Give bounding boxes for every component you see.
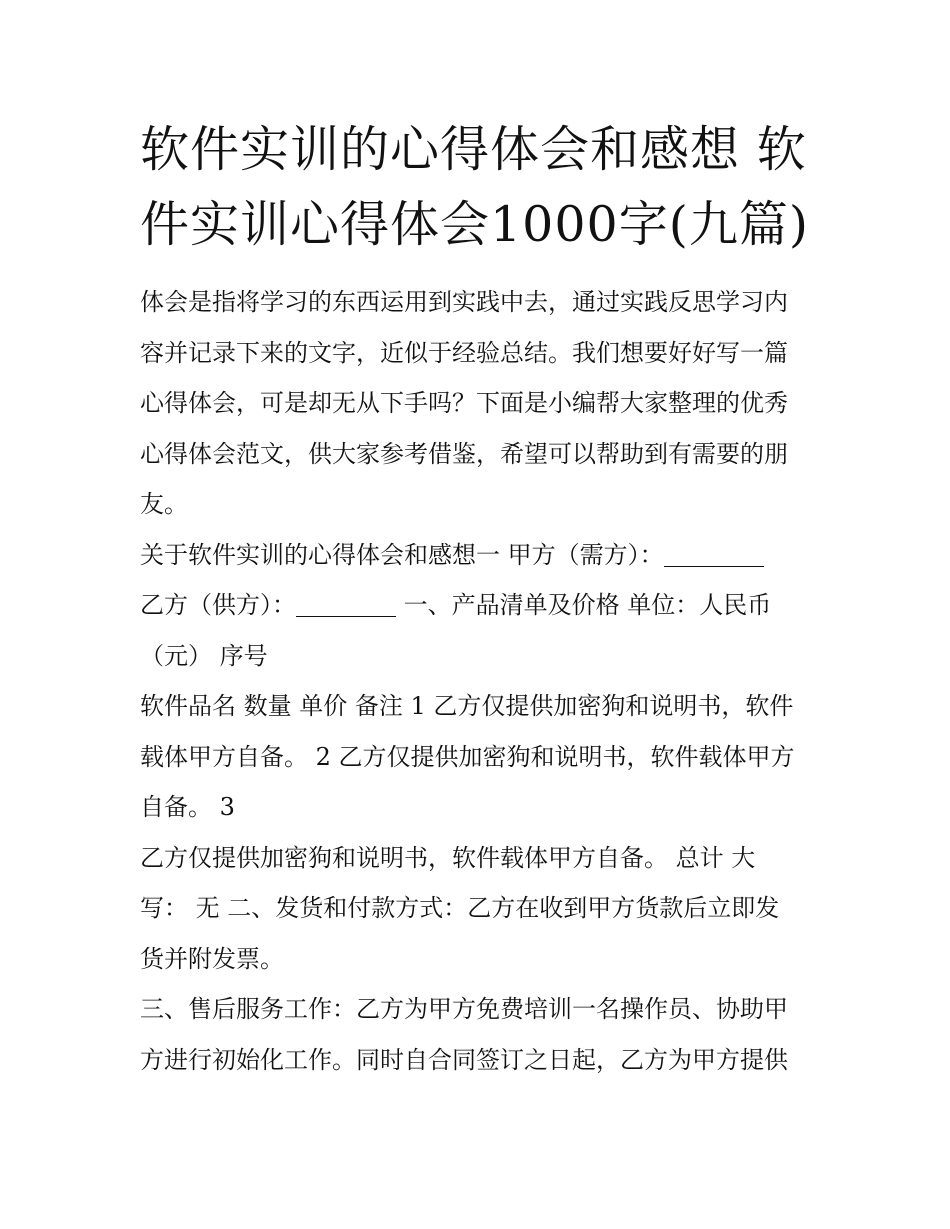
product-items-paragraph <box>140 681 830 833</box>
party-b-label: 乙方（供方）： <box>140 591 296 619</box>
parties-line-2 <box>140 580 830 631</box>
parties-line-3: （元） 序号 <box>140 641 268 670</box>
delivery-line-2: 写： 无 二、发货和付款方式：乙方在收到甲方货款后立即发 <box>140 894 780 922</box>
party-a-blank <box>664 540 764 567</box>
after-sales-line-1: 三、售后服务工作：乙方为甲方免费培训一名操作员、协助甲 <box>140 995 788 1023</box>
intro-paragraph <box>140 277 830 530</box>
intro-line-5: 友。 <box>140 490 188 518</box>
contract-parties-paragraph <box>140 530 830 682</box>
intro-line-4: 心得体会范文，供大家参考借鉴，希望可以帮助到有需要的朋 <box>140 439 788 468</box>
title-line-2: 件实训心得体会1000字(九篇) <box>140 196 809 253</box>
intro-line-3: 心得体会，可是却无从下手吗？下面是小编帮大家整理的优秀 <box>140 389 788 417</box>
after-sales-line-2: 方进行初始化工作。同时自合同签订之日起，乙方为甲方提供 <box>140 1045 788 1074</box>
items-line-2: 载体甲方自备。 2 乙方仅提供加密狗和说明书，软件载体甲方 <box>140 742 795 771</box>
delivery-payment-paragraph <box>140 833 830 985</box>
intro-line-2: 容并记录下来的文字，近似于经验总结。我们想要好好写一篇 <box>140 338 788 367</box>
delivery-line-3: 货并附发票。 <box>140 944 284 973</box>
document-title <box>140 112 820 262</box>
intro-line-1: 体会是指将学习的东西运用到实践中去，通过实践反思学习内 <box>140 288 788 316</box>
items-line-1: 软件品名 数量 单价 备注 1 乙方仅提供加密狗和说明书，软件 <box>140 692 794 720</box>
party-a-label: 关于软件实训的心得体会和感想一 甲方（需方）： <box>140 540 664 569</box>
product-list-heading: 一、产品清单及价格 单位：人民币 <box>396 591 772 619</box>
document-body <box>140 277 830 1085</box>
title-line-1: 软件实训的心得体会和感想 软 <box>140 121 807 178</box>
delivery-line-1: 乙方仅提供加密狗和说明书，软件载体甲方自备。 总计 大 <box>140 843 756 872</box>
items-line-3: 自备。 3 <box>140 793 235 821</box>
after-sales-paragraph <box>140 984 830 1085</box>
parties-line-1 <box>140 530 830 581</box>
party-b-blank <box>296 590 396 617</box>
